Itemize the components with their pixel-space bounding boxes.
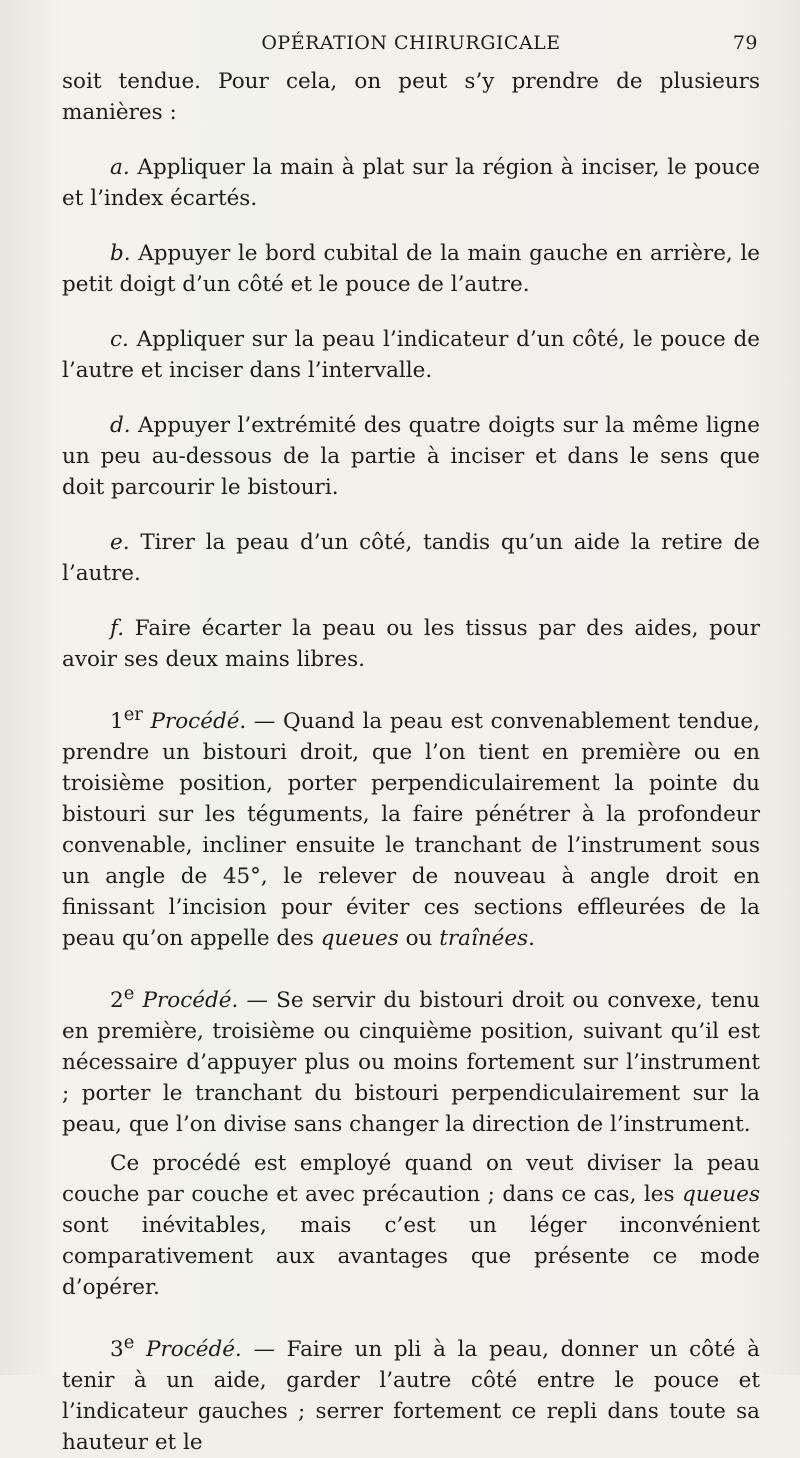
procedure-2 [62, 978, 760, 1140]
procedure-label: Procédé. [142, 709, 247, 735]
list-item-f [62, 613, 760, 675]
procedure-2-note: Ce procédé est employé quand on veut diviser la peau couche par couche et avec précaution ; dans ce cas, les queues sont inévitables, mais c’est un léger inconvénient comparativement aux avantages que présente ce mode d’opérer. [62, 1151, 760, 1301]
item-text: Appliquer sur la peau l’indicateur d’un côté, le pouce de l’autre et inciser dans l’intervalle. [62, 327, 760, 383]
procedure-ordinal: er [123, 704, 143, 725]
procedure-ordinal: e [123, 1332, 135, 1354]
procedure-number: 2 [110, 988, 124, 1014]
item-label: c. [110, 327, 129, 352]
list-item-c [62, 324, 760, 386]
running-title: OPÉRATION CHIRURGICALE [261, 32, 561, 54]
page-body [62, 66, 760, 1458]
procedure-text: — Quand la peau est convenablement tendue, prendre un bistouri droit, que l’on tient en première ou en troisième position, porter perpendiculairement la pointe du bistouri sur les téguments, la faire pénétrer à la profondeur convenable, incliner ensuite le tranchant de l’instrument sous un angle de 45°, le relever de nouveau à angle droit en finissant l’incision pour éviter ces sections effleurées de la peau qu’on appelle des [62, 709, 760, 952]
list-item-a [62, 152, 760, 214]
procedure-label: Procédé. [134, 1337, 242, 1363]
term-queues: queues [320, 926, 399, 952]
item-label: e. [110, 530, 130, 555]
term-trainees: traînées [439, 926, 529, 952]
item-text: Appuyer l’extrémité des quatre doigts sur la même ligne un peu au-dessous de la partie à inciser et dans le sens que doit parcourir le bistouri. [62, 413, 760, 500]
item-label: f. [110, 616, 125, 641]
item-text: Faire écarter la peau ou les tissus par des aides, pour avoir ses deux mains libres. [62, 616, 760, 672]
procedure-1: 1er Procédé. — Quand la peau est convenablement tendue, prendre un bistouri droit, que l’on tient en première ou en troisième position, porter perpendiculairement la pointe du bistouri sur les téguments, la faire pénétrer à la profondeur convenable, incliner ensuite le tranchant de l’instrument sous un angle de 45°, le relever de nouveau à angle droit en finissant l’incision pour éviter ces sections effleurées de la peau qu’on appelle des queues ou traînées. [62, 704, 760, 952]
running-header [62, 30, 760, 60]
item-text: Appliquer la main à plat sur la région à inciser, le pouce et l’index écartés. [62, 155, 760, 211]
item-label: a. [110, 155, 130, 180]
procedure-text: — Faire un pli à la peau, donner un côté à tenir à un aide, garder l’autre côté entre le pouce et l’indicateur gauches ; serrer fortement ce repli dans toute sa hauteur et le [62, 1337, 760, 1456]
item-text: Appuyer le bord cubital de la main gauche en arrière, le petit doigt d’un côté et le pouce de l’autre. [62, 241, 760, 297]
item-label: b. [110, 241, 131, 266]
list-item-d [62, 410, 760, 503]
procedure-number: 3 [110, 1337, 124, 1363]
list-item-e [62, 527, 760, 589]
procedure-number: 1 [110, 709, 124, 735]
procedure-3 [62, 1327, 760, 1458]
procedure-text: — Se servir du bistouri droit ou convexe, tenu en première, troisième ou cinquième position, suivant qu’il est nécessaire d’appuyer plus ou moins fortement sur l’instrument ; porter le tranchant du bistouri perpendiculairement sur la peau, que l’on divise sans changer la direction de l’instrument. [62, 988, 760, 1138]
procedure-label: Procédé. [134, 988, 239, 1014]
procedure-ordinal: e [123, 983, 135, 1005]
list-item-b [62, 238, 760, 300]
paragraph-continuation: soit tendue. Pour cela, on peut s’y prendre de plusieurs manières : [62, 69, 760, 125]
item-text: Tirer la peau d’un côté, tandis qu’un aide la retire de l’autre. [62, 530, 760, 586]
page-number: 79 [732, 32, 758, 54]
term-queues: queues [682, 1182, 760, 1208]
item-label: d. [110, 413, 131, 438]
